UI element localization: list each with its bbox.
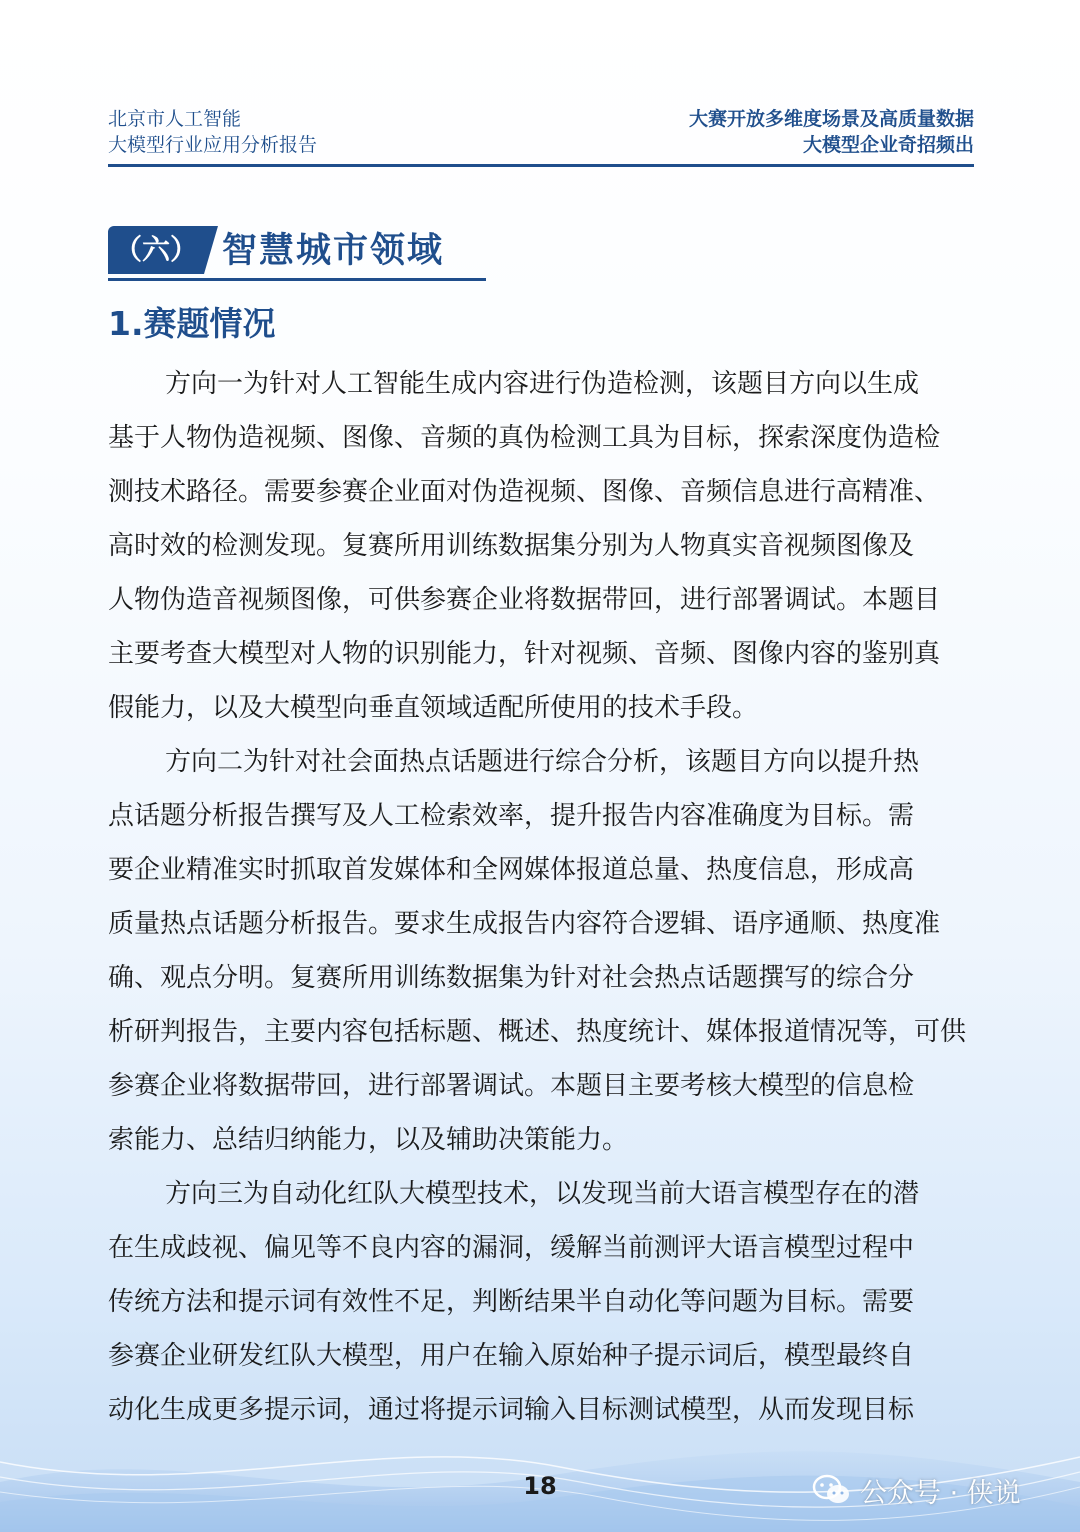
text-line: 在生成歧视、偏见等不良内容的漏洞，缓解当前测评大语言模型过程中	[108, 1233, 915, 1263]
subheading: 1.赛题情况	[108, 304, 276, 343]
header-chapter-title	[689, 106, 974, 158]
text-line: 方向一为针对人工智能生成内容进行伪造检测，该题目方向以生成	[165, 369, 920, 399]
paragraph	[108, 1167, 974, 1437]
paragraph	[108, 735, 974, 1167]
text-line: 方向二为针对社会面热点话题进行综合分析，该题目方向以提升热	[165, 747, 920, 777]
text-line: 要企业精准实时抓取首发媒体和全网媒体报道总量、热度信息，形成高	[108, 855, 915, 885]
section-heading	[108, 226, 486, 281]
text-line: 测技术路径。需要参赛企业面对伪造视频、图像、音频信息进行高精准、	[108, 477, 941, 507]
header-right-line1: 大赛开放多维度场景及高质量数据	[688, 108, 974, 130]
body-text	[108, 357, 974, 1437]
text-line: 高时效的检测发现。复赛所用训练数据集分别为人物真实音视频图像及	[108, 531, 915, 561]
text-line: 方向三为自动化红队大模型技术，以发现当前大语言模型存在的潜	[165, 1179, 920, 1209]
text-line: 确、观点分明。复赛所用训练数据集为针对社会热点话题撰写的综合分	[108, 963, 915, 993]
wechat-icon	[812, 1473, 852, 1507]
page-number: 18	[523, 1472, 557, 1500]
text-line: 参赛企业研发红队大模型，用户在输入原始种子提示词后，模型最终自	[108, 1341, 915, 1371]
header-report-title	[108, 106, 317, 158]
paragraph	[108, 357, 974, 735]
text-line: 基于人物伪造视频、图像、音频的真伪检测工具为目标，探索深度伪造检	[108, 423, 941, 453]
header-left-line2: 大模型行业应用分析报告	[108, 134, 318, 156]
header-right-line2: 大模型企业奇招频出	[802, 134, 974, 156]
watermark-text: 公众号 · 侠说	[860, 1477, 1021, 1509]
text-line: 主要考查大模型对人物的识别能力，针对视频、音频、图像内容的鉴别真	[108, 639, 941, 669]
text-line: 索能力、总结归纳能力，以及辅助决策能力。	[108, 1125, 629, 1155]
text-line: 动化生成更多提示词，通过将提示词输入目标测试模型，从而发现目标	[108, 1395, 915, 1425]
text-line: 质量热点话题分析报告。要求生成报告内容符合逻辑、语序通顺、热度准	[108, 909, 941, 939]
text-line: 点话题分析报告撰写及人工检索效率，提升报告内容准确度为目标。需	[108, 801, 915, 831]
page-header	[108, 106, 974, 167]
section-number-badge: （六）	[108, 226, 204, 274]
text-line: 人物伪造音视频图像，可供参赛企业将数据带回，进行部署调试。本题目	[108, 585, 941, 615]
section-title: 智慧城市领域	[222, 231, 445, 271]
text-line: 参赛企业将数据带回，进行部署调试。本题目主要考核大模型的信息检	[108, 1071, 915, 1101]
header-left-line1: 北京市人工智能	[108, 108, 242, 130]
text-line: 假能力，以及大模型向垂直领域适配所使用的技术手段。	[108, 693, 759, 723]
text-line: 析研判报告，主要内容包括标题、概述、热度统计、媒体报道情况等，可供	[108, 1017, 967, 1047]
watermark	[812, 1470, 1021, 1510]
text-line: 传统方法和提示词有效性不足，判断结果半自动化等问题为目标。需要	[108, 1287, 915, 1317]
